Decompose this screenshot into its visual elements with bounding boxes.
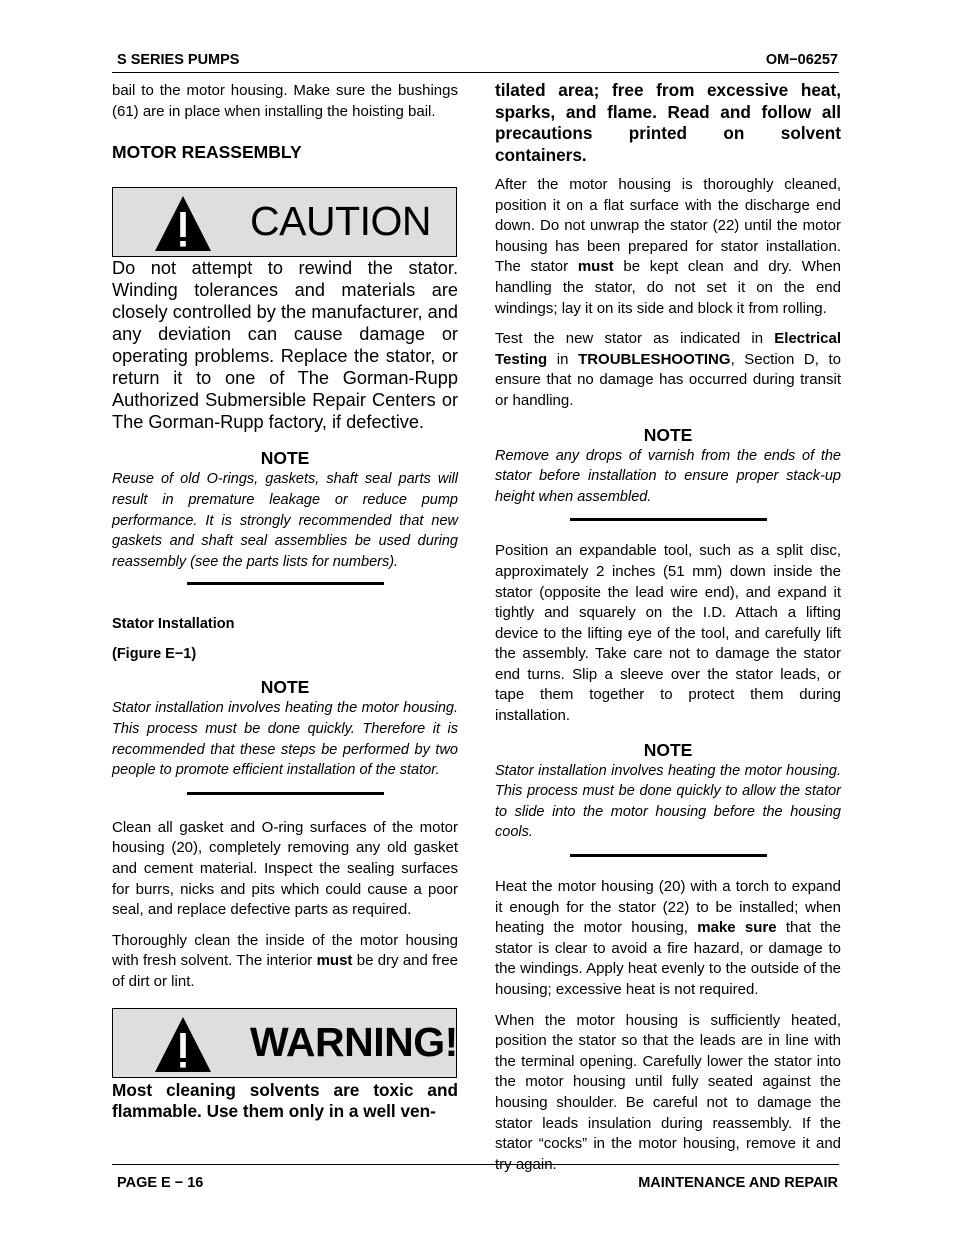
warning-text-continued: tilated area; free from excessive heat, sparks, and flame. Read and follow all precautions printed on solvent containers. (495, 80, 841, 165)
footer-rule (112, 1164, 839, 1165)
heat-housing-paragraph: Heat the motor housing (20) with a torch to expand it enough for the stator (22) to be installed; when heating the motor housing, make sure that the stator is clear to avoid a fire hazard, or damage to the windings. Apply heat evenly to the outside of the housing; excessive heat is not required. (495, 878, 841, 998)
header-title: S SERIES PUMPS (117, 52, 240, 68)
expandable-tool-paragraph: Position an expandable tool, such as a split disc, approximately 2 inches (51 mm) down inside the stator (opposite the lead wire end), and expand it tightly and squarely on the I.D. Attach a lifting device to the lifting eye of the tool, and carefully lift the assembly. Take care not to damage the stator end turns. Slip a sleeve over the stator leads, or tape them together to protect them during installation. (495, 542, 841, 725)
page-number: PAGE E − 16 (117, 1175, 204, 1191)
figure-reference: (Figure E−1) (112, 646, 197, 663)
warning-triangle-icon (153, 193, 213, 253)
footer-section-title: MAINTENANCE AND REPAIR (638, 1175, 838, 1191)
note-heading: NOTE (260, 677, 310, 698)
after-cleaning-paragraph: After the motor housing is thoroughly cleaned, position it on a flat surface with the discharge end down. Do not unwrap the stator (22) until the motor housing has been prepared for stator installation. The stator must be kept clean and dry. When handling the stator, do not set it on the end windings; lay it on its side and block it from rolling. (495, 176, 841, 317)
page-header (112, 52, 838, 72)
caution-box (112, 187, 457, 257)
note-end-rule (570, 854, 767, 857)
test-stator-paragraph: Test the new stator as indicated in Electrical Testing in TROUBLESHOOTING, Section D, to ensure that no damage has occurred during transit or handling. (495, 330, 841, 409)
intro-paragraph: bail to the motor housing. Make sure the bushings (61) are in place when installing the hoisting bail. (112, 82, 458, 120)
note-text: Remove any drops of varnish from the ends of the stator before installation to ensure proper stack-up height when assembled. (495, 447, 841, 505)
motor-reassembly-heading: MOTOR REASSEMBLY (112, 142, 302, 163)
left-column (112, 80, 458, 1123)
header-rule (112, 72, 839, 73)
clean-paragraph: Clean all gasket and O-ring surfaces of the motor housing (20), completely removing any old gasket and cement material. Inspect the sealing surfaces for burrs, nicks and pits which could cause a poor seal, and replace defective parts as required. (112, 818, 458, 919)
warning-box (112, 1008, 457, 1078)
page-footer (112, 1175, 838, 1195)
note-text: Reuse of old O-rings, gaskets, shaft seal parts will result in premature leakage or reduce pump performance. It is strongly recommended that new gaskets and shaft seal assemblies be used during reassembly (see the parts lists for numbers). (112, 471, 458, 570)
note-heading: NOTE (260, 448, 310, 469)
note-end-rule (187, 792, 384, 795)
caution-label: CAUTION (250, 198, 431, 245)
note-heading: NOTE (643, 739, 693, 760)
stator-installation-subheading: Stator Installation (112, 616, 235, 633)
note-text: Stator installation involves heating the motor housing. This process must be done quickly. Therefore it is recommended that these steps be performed by two people to promote efficient installation of the stator. (112, 700, 458, 779)
warning-triangle-icon (153, 1014, 213, 1074)
header-doc-number: OM−06257 (765, 52, 838, 68)
warning-text: Most cleaning solvents are toxic and flammable. Use them only in a well ven- (112, 1079, 458, 1122)
note-end-rule (570, 518, 767, 521)
caution-text: Do not attempt to rewind the stator. Winding tolerances and materials are closely controlled by the manufacturer, and any deviation can cause damage or operating problems. Replace the stator, or return it to one of The Gorman-Rupp Authorized Submersible Repair Centers or The Gorman-Rupp factory, if defective. (112, 258, 458, 432)
right-column (495, 80, 841, 1175)
note-heading: NOTE (643, 424, 693, 445)
solvent-paragraph: Thoroughly clean the inside of the motor housing with fresh solvent. The interior must be dry and free of dirt or lint. (112, 931, 458, 990)
note-text: Stator installation involves heating the motor housing. This process must be done quickly to allow the stator to slide into the motor housing before the housing cools. (495, 762, 841, 841)
position-stator-paragraph: When the motor housing is sufficiently heated, position the stator so that the leads are in line with the terminal opening. Carefully lower the stator into the motor housing until fully seated against the housing shoulder. Be careful not to damage the stator leads insulation during reassembly. If the stator “cocks” in the motor housing, remove it and try again. (495, 1011, 841, 1173)
note-end-rule (187, 582, 384, 585)
warning-label: WARNING! (250, 1018, 458, 1065)
